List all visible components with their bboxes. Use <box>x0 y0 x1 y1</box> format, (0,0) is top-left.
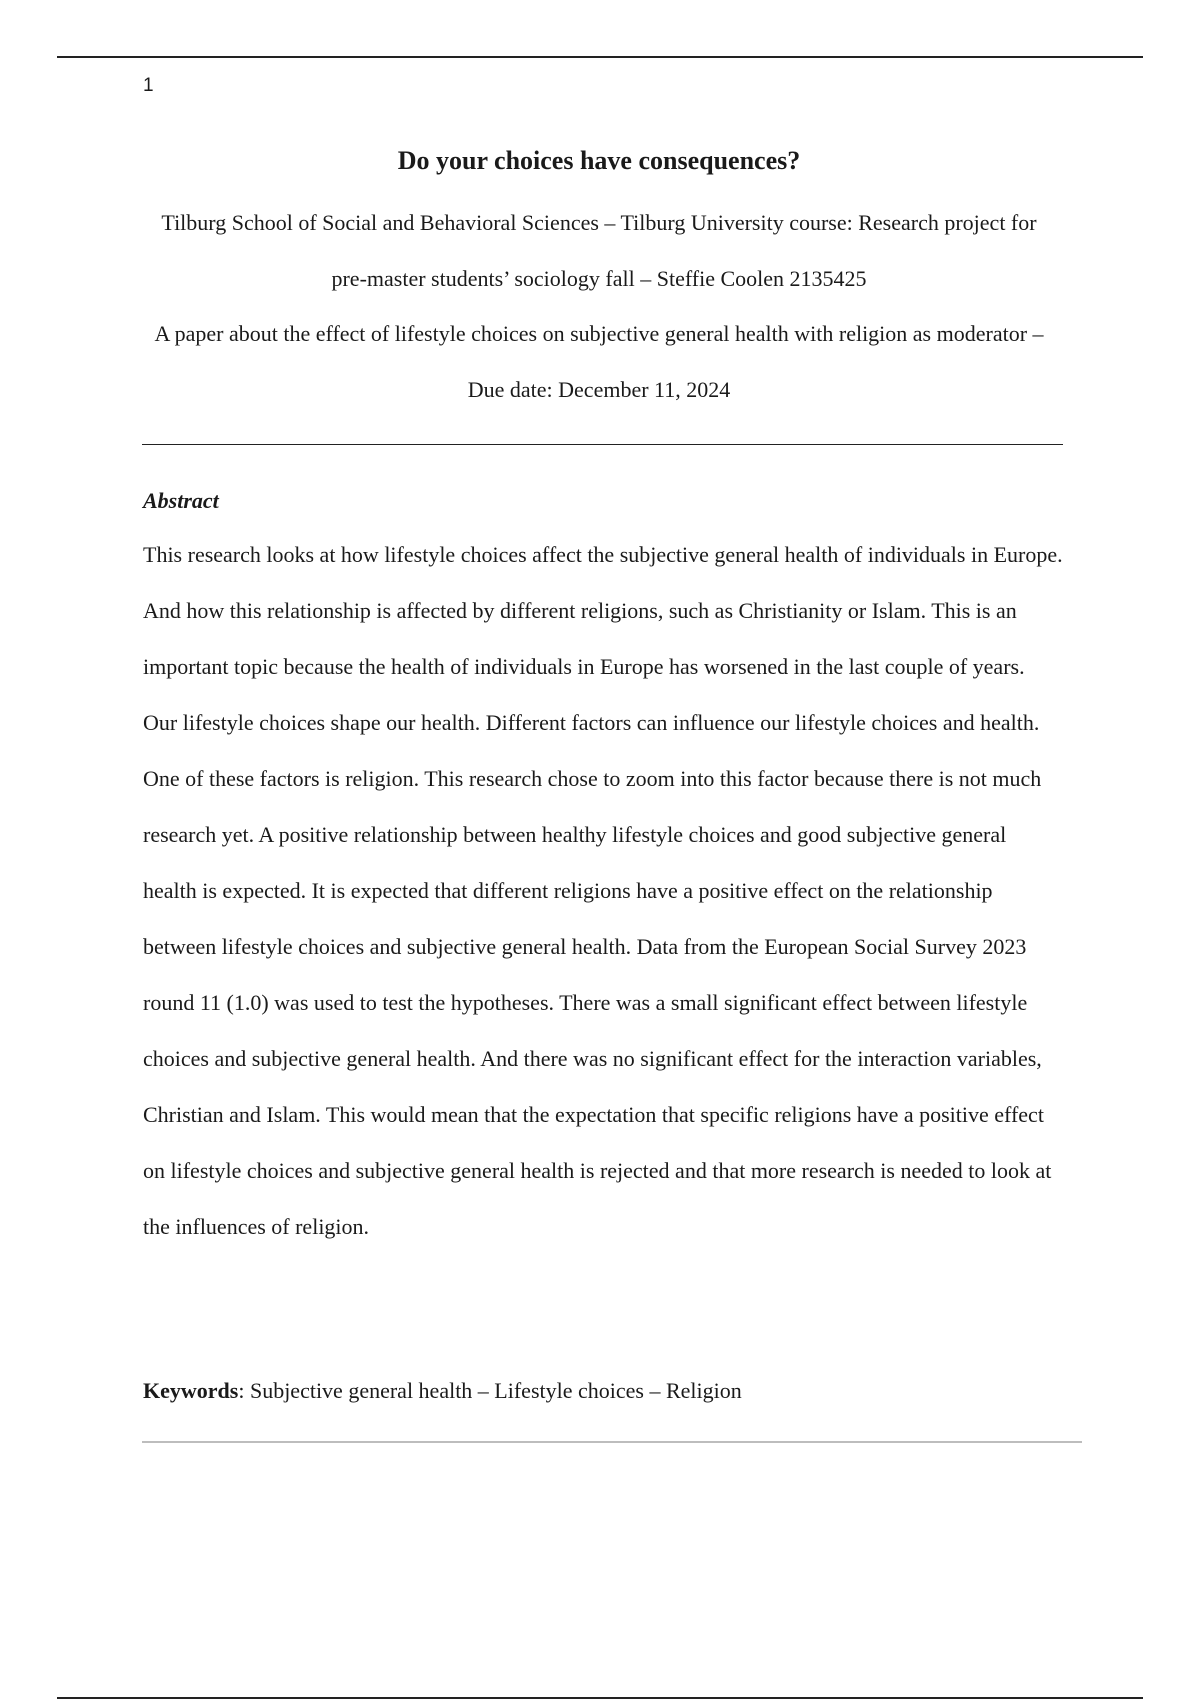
paper-description: A paper about the effect of lifestyle choices on subjective general health with religion as moderator – Due date: December 11, 2024 <box>154 321 1044 402</box>
paper-title: Do your choices have consequences? <box>397 146 801 175</box>
abstract-text: This research looks at how lifestyle choices affect the subjective general health of individuals in Europe. And how this relationship is affected by different religions, such as Christianity or Islam. This is an important topic because the health of individuals in Europe has worsened in the last couple of years. Our lifestyle choices shape our health. Different factors can influence our lifestyle choices and health. One of these factors is religion. This research chose to zoom into this factor because there is not much research yet. A positive relationship between healthy lifestyle choices and good subjective general health is expected. It is expected that different religions have a positive effect on the relationship between lifestyle choices and subjective general health. Data from the European Social Survey 2023 round 11 (1.0) was used to test the hypotheses. There was a small significant effect between lifestyle choices and subjective general health. And there was no significant effect for the interaction variables, Christian and Islam. This would mean that the expectation that specific religions have a positive effect on lifestyle choices and subjective general health is rejected and that more research is needed to look at the influences of religion. <box>143 542 1063 1239</box>
header-divider <box>142 444 1063 445</box>
keywords-line <box>143 1376 742 1406</box>
top-rule <box>57 56 1143 58</box>
keywords-separator: : <box>238 1378 245 1403</box>
keywords-label: Keywords <box>143 1378 239 1403</box>
keywords-divider <box>142 1441 1082 1443</box>
page-number: 1 <box>143 75 154 96</box>
keywords-text: Subjective general health – Lifestyle choices – Religion <box>244 1378 742 1403</box>
abstract-heading: Abstract <box>143 488 219 513</box>
affiliation-line: Tilburg School of Social and Behavioral Sciences – Tilburg University course: Research project for pre-master students’ sociology fall – Steffie Coolen 2135425 <box>161 210 1037 291</box>
bottom-rule <box>57 1697 1143 1699</box>
